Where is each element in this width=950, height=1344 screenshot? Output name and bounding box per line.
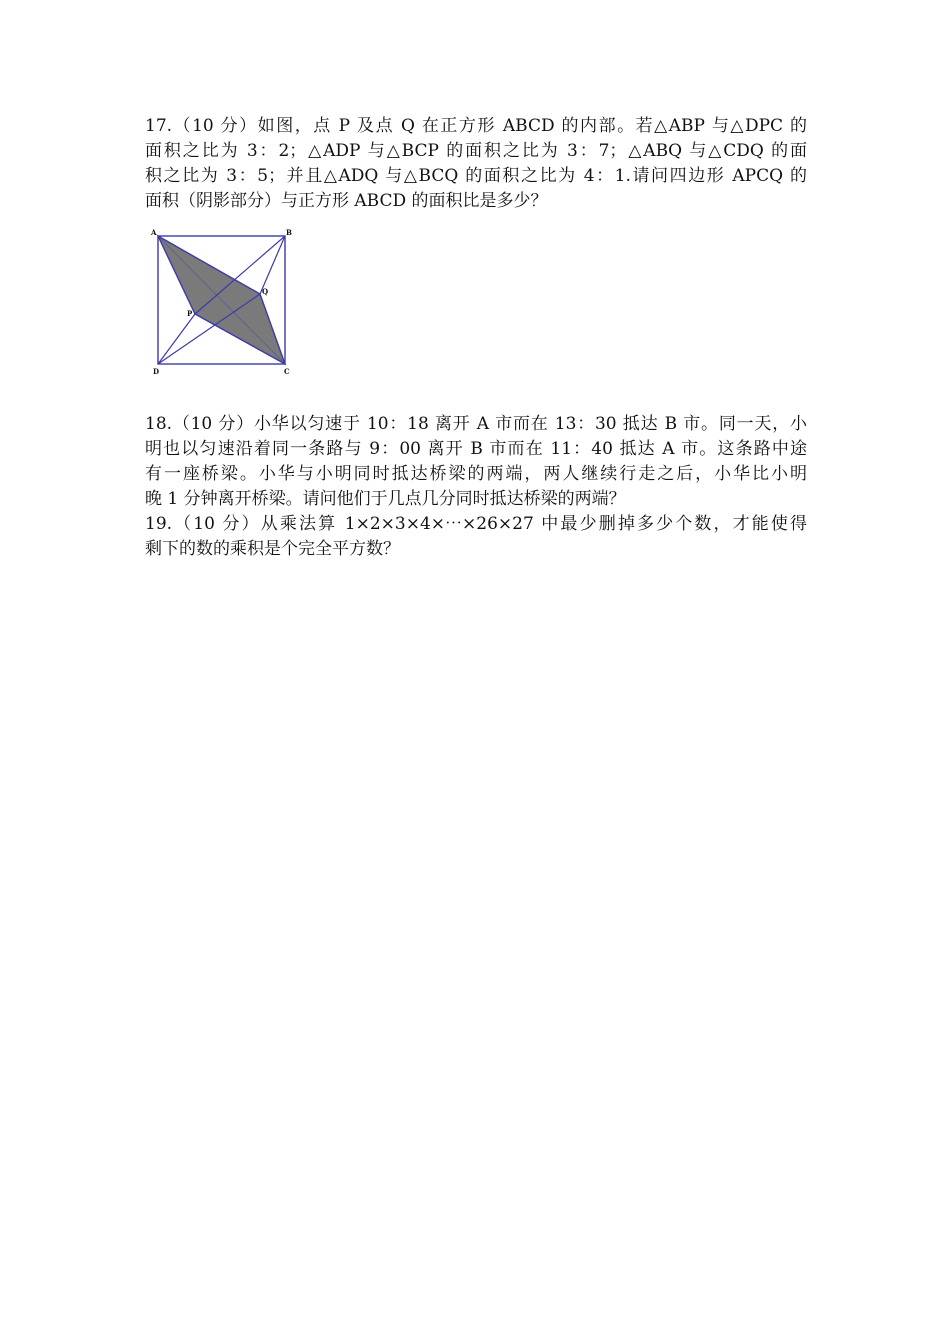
segment-bq	[260, 236, 285, 294]
segment-ac-diagonal	[158, 236, 285, 364]
label-b: B	[286, 228, 292, 237]
problem-18	[145, 412, 807, 512]
label-p: P	[187, 309, 193, 318]
problem-17-line-2: 面积之比为 3：2；△ADP 与△BCP 的面积之比为 3：7；△ABQ 与△CDQ 的面	[145, 141, 807, 161]
problem-17-line-3: 积之比为 3：5；并且△ADQ 与△BCQ 的面积之比为 4：1.请问四边形 APCQ 的	[145, 166, 807, 186]
problem-19	[145, 512, 807, 562]
problem-18-line-4: 晚 1 分钟离开桥梁。请问他们于几点几分同时抵达桥梁的两端？	[145, 489, 626, 509]
label-c: C	[284, 367, 290, 376]
label-d: D	[153, 367, 160, 376]
problem-17-line-4: 面积（阴影部分）与正方形 ABCD 的面积比是多少？	[145, 191, 548, 211]
square-figure	[150, 226, 296, 376]
problem-19-line-2: 剩下的数的乘积是个完全平方数？	[145, 539, 400, 559]
problem-18-line-3: 有一座桥梁。小华与小明同时抵达桥梁的两端，两人继续行走之后，小华比小明	[145, 464, 807, 484]
problem-18-line-2: 明也以匀速沿着同一条路与 9：00 离开 B 市而在 11：40 抵达 A 市。这条路中途	[145, 439, 807, 459]
problem-18-line-1: 18.（10 分）小华以匀速于 10：18 离开 A 市而在 13：30 抵达 B 市。同一天，小	[145, 414, 807, 434]
label-a: A	[151, 228, 157, 237]
problem-19-line-1: 19.（10 分）从乘法算 1×2×3×4×⋯×26×27 中最少删掉多少个数，才能使得	[145, 514, 807, 534]
problem-17-line-1: 17.（10 分）如图，点 P 及点 Q 在正方形 ABCD 的内部。若△ABP 与△DPC 的	[145, 116, 807, 136]
problem-17	[145, 114, 807, 214]
square-diagram	[150, 226, 296, 376]
segment-dp	[158, 314, 195, 364]
label-q: Q	[262, 287, 269, 296]
